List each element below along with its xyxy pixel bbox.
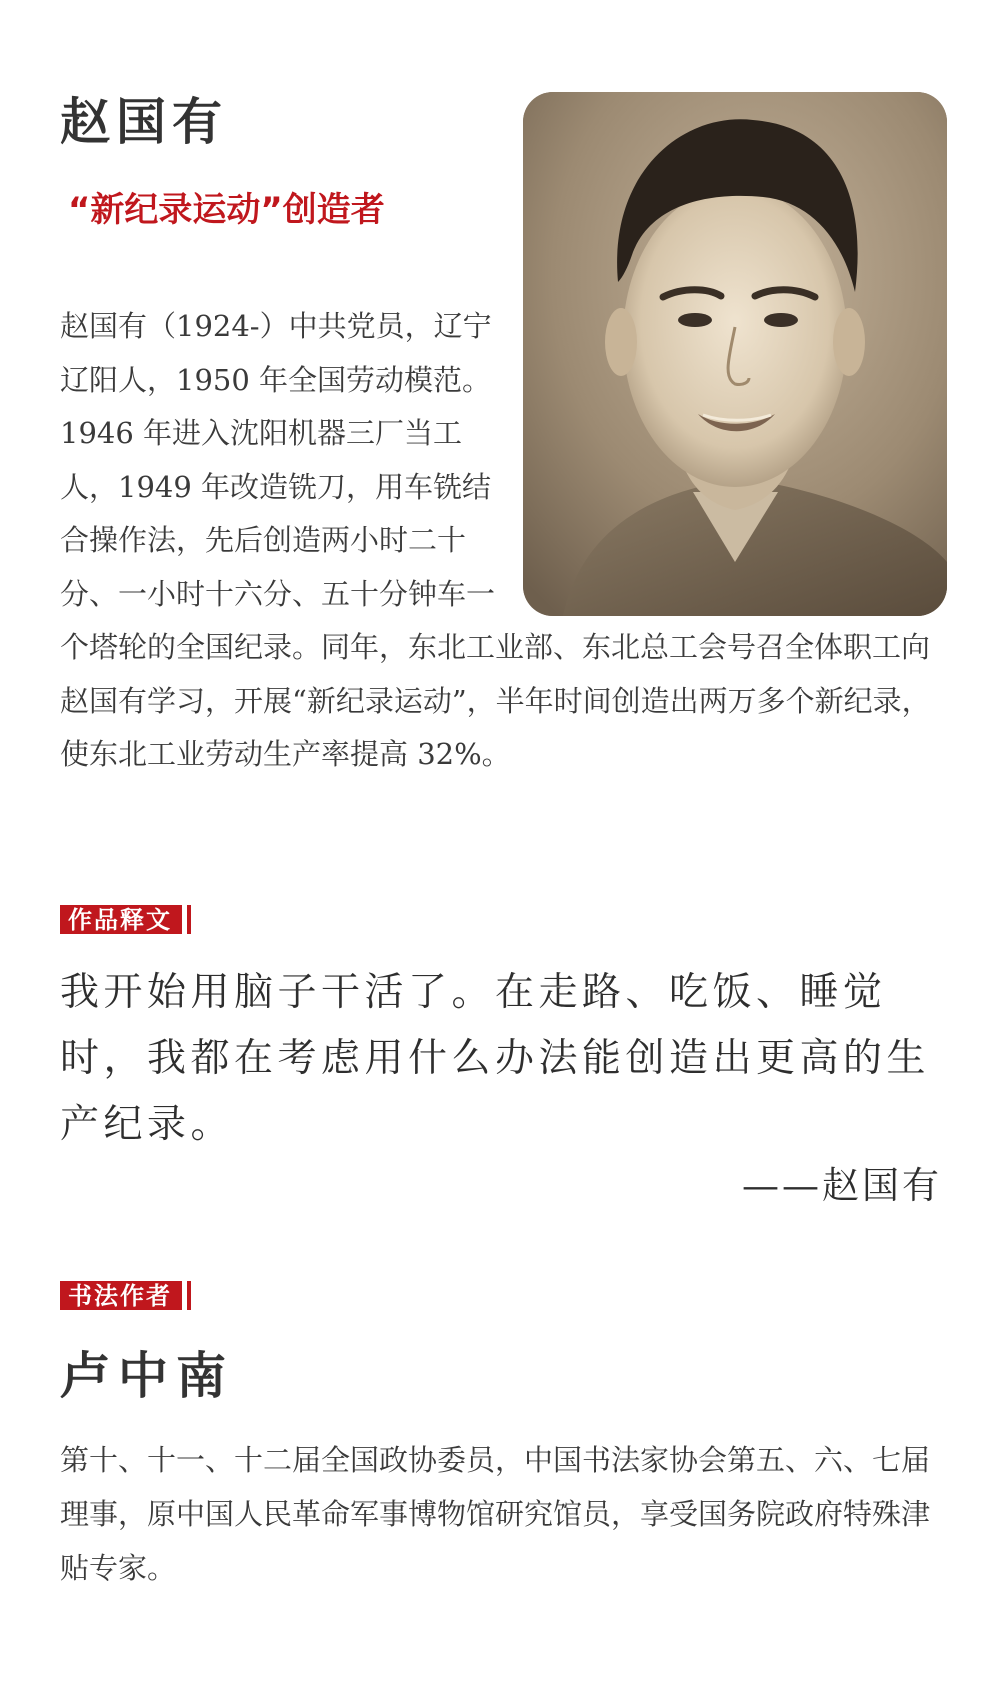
author-section-tag <box>60 1281 191 1310</box>
calligrapher-name: 卢中南 <box>60 1347 234 1405</box>
person-subtitle: “新纪录运动”创造者 <box>68 190 385 230</box>
quote-attribution: ——赵国有 <box>742 1164 942 1207</box>
author-section-tag-label: 书法作者 <box>60 1281 182 1310</box>
photo-spacer <box>505 300 950 618</box>
tag-divider-bar <box>187 1281 191 1310</box>
tag-divider-bar <box>187 905 191 934</box>
calligrapher-bio: 第十、十一、十二届全国政协委员，中国书法家协会第五、六、七届理事，原中国人民革命军事博物馆研究馆员，享受国务院政府特殊津贴专家。 <box>60 1443 931 1585</box>
work-section-tag <box>60 905 191 934</box>
person-bio <box>60 300 950 782</box>
work-section-tag-label: 作品释文 <box>60 905 182 934</box>
person-name: 赵国有 <box>60 93 228 151</box>
work-quote: 我开始用脑子干活了。在走路、吃饭、睡觉时，我都在考虑用什么办法能创造出更高的生产纪录。 <box>60 970 931 1147</box>
person-bio-text: 赵国有（1924-）中共党员，辽宁辽阳人，1950 年全国劳动模范。1946 年进入沈阳机器三厂当工人，1949 年改造铣刀，用车铣结合操作法，先后创造两小时二十分、一小时十六分、五十分钟车一个塔轮的全国纪录。同年，东北工业部、东北总工会号召全体职工向赵国有学习，开展“新纪录运动”，半年时间创造出两万多个新纪录，使东北工业劳动生产率提高 32%。 <box>60 309 931 771</box>
